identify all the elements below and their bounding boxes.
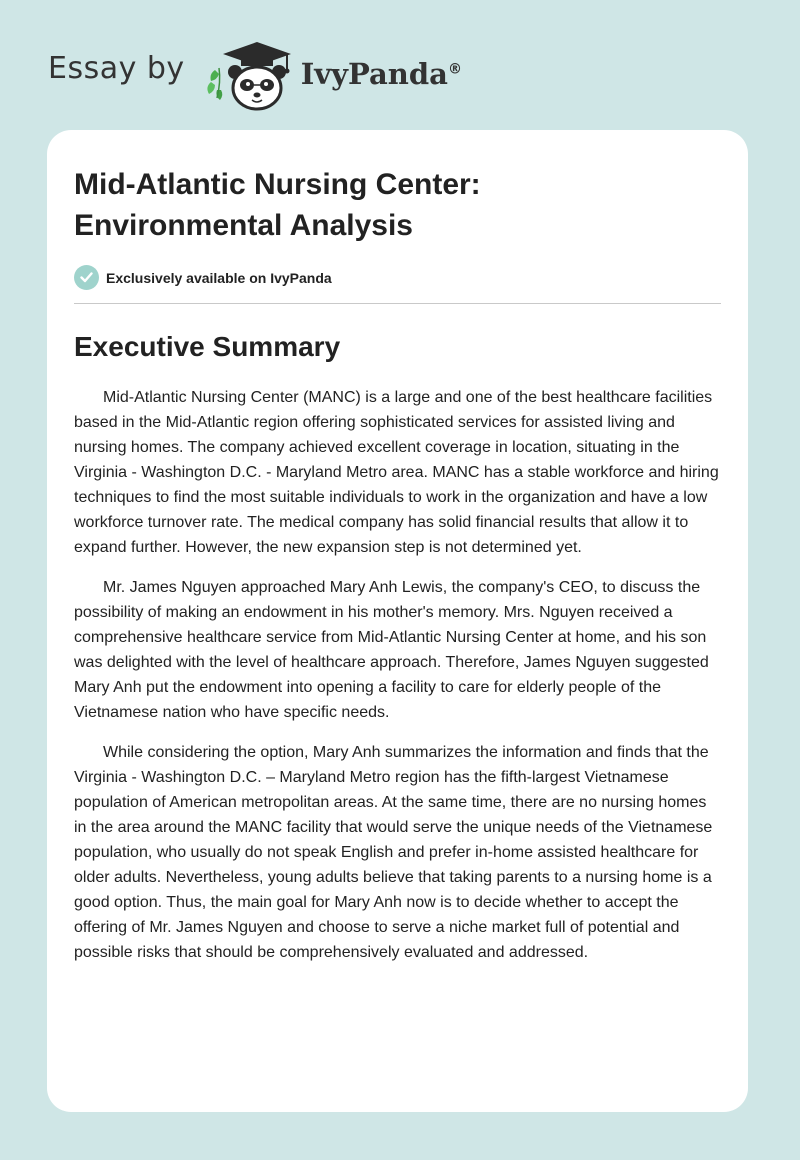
ivy-leaf-icon bbox=[207, 68, 222, 100]
paragraph: Mr. James Nguyen approached Mary Anh Lewis, the company's CEO, to discuss the possibility of making an endowment in his mother's memory. Mrs. Nguyen received a comprehensive healthcare service from Mid-Atlantic Nursing Center at home, and his son was delighted with the level of healthcare approach. Therefore, James Nguyen suggested Mary Anh put the endowment into opening a facility to care for elderly people of the Vietnamese nation who have specific needs. bbox=[74, 579, 709, 721]
site-header bbox=[48, 32, 462, 112]
title-line-2: Environmental Analysis bbox=[74, 209, 413, 242]
section-heading: Executive Summary bbox=[74, 331, 341, 362]
ivypanda-logo[interactable] bbox=[201, 32, 462, 112]
exclusive-badge bbox=[74, 265, 721, 290]
article-body bbox=[74, 385, 721, 965]
article-card bbox=[47, 130, 748, 1112]
panda-logo-icon bbox=[201, 32, 293, 112]
essay-by-label: Essay by bbox=[48, 50, 185, 86]
badge-label: Exclusively available on IvyPanda bbox=[106, 269, 332, 286]
brand-name: IvyPanda® bbox=[300, 57, 462, 91]
page-title bbox=[74, 164, 721, 246]
registered-mark: ® bbox=[447, 61, 462, 78]
paragraph: Mid-Atlantic Nursing Center (MANC) is a large and one of the best healthcare facilities based in the Mid-Atlantic region offering sophisticated services for assisted living and nursing homes. The company achieved excellent coverage in location, situating in the Virginia - Washington D.C. - Maryland Metro area. MANC has a stable workforce and hiring techniques to find the most suitable individuals to work in the organization and have a low workforce turnover rate. The medical company has solid financial results that allow it to expand further. However, the new expansion step is not determined yet. bbox=[74, 389, 719, 556]
check-icon bbox=[74, 265, 99, 290]
title-line-1: Mid-Atlantic Nursing Center: bbox=[74, 168, 481, 201]
divider bbox=[74, 303, 721, 304]
paragraph: While considering the option, Mary Anh summarizes the information and finds that the Virginia - Washington D.C. – Maryland Metro region has the fifth-largest Vietnamese population of American metropolitan areas. At the same time, there are no nursing homes in the area around the MANC facility that would serve the unique needs of the Vietnamese population, who usually do not speak English and prefer in-home assisted healthcare for older adults. Nevertheless, young adults believe that taking parents to a nursing home is a good option. Thus, the main goal for Mary Anh now is to decide whether to accept the offering of Mr. James Nguyen and choose to serve a niche market full of potential and possible risks that should be comprehensively evaluated and addressed. bbox=[74, 744, 713, 961]
